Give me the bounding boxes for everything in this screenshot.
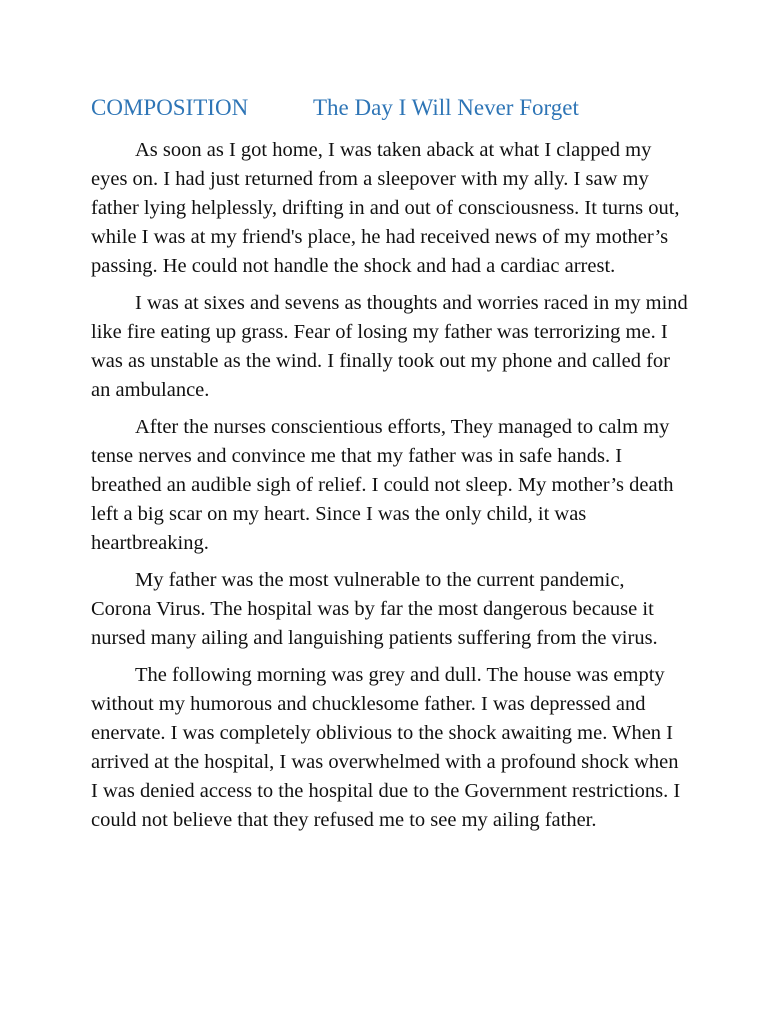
paragraph-5: The following morning was grey and dull. The house was empty without my humorous and chucklesome father. I was depressed and enervate. I was completely oblivious to the shock awaiting me. When I arrived at the hospital, I was overwhelmed with a profound shock when I was denied access to the hospital due to the Government restrictions. I could not believe that they refused me to see my ailing father. xyxy=(91,664,681,831)
paragraph-4: My father was the most vulnerable to the current pandemic, Corona Virus. The hospital was by far the most dangerous because it nursed many ailing and languishing patients suffering from the virus. xyxy=(91,569,658,649)
paragraph-3: After the nurses conscientious efforts, They managed to calm my tense nerves and convince me that my father was in safe hands. I breathed an audible sigh of relief. I could not sleep. My mother’s death left a big scar on my heart. Since I was the only child, it was heartbreaking. xyxy=(91,416,674,554)
composition-heading xyxy=(91,93,579,123)
composition-title: The Day I Will Never Forget xyxy=(313,95,579,120)
paragraph-1: As soon as I got home, I was taken aback at what I clapped my eyes on. I had just returned from a sleepover with my ally. I saw my father lying helplessly, drifting in and out of consciousness. It turns out, while I was at my friend's place, he had received news of my mother’s passing. He could not handle the shock and had a cardiac arrest. xyxy=(91,139,680,277)
paragraph-2: I was at sixes and sevens as thoughts and worries raced in my mind like fire eating up grass. Fear of losing my father was terrorizing me. I was as unstable as the wind. I finally took out my phone and called for an ambulance. xyxy=(91,292,688,401)
composition-body xyxy=(91,136,689,843)
heading-label: COMPOSITION xyxy=(91,95,249,120)
